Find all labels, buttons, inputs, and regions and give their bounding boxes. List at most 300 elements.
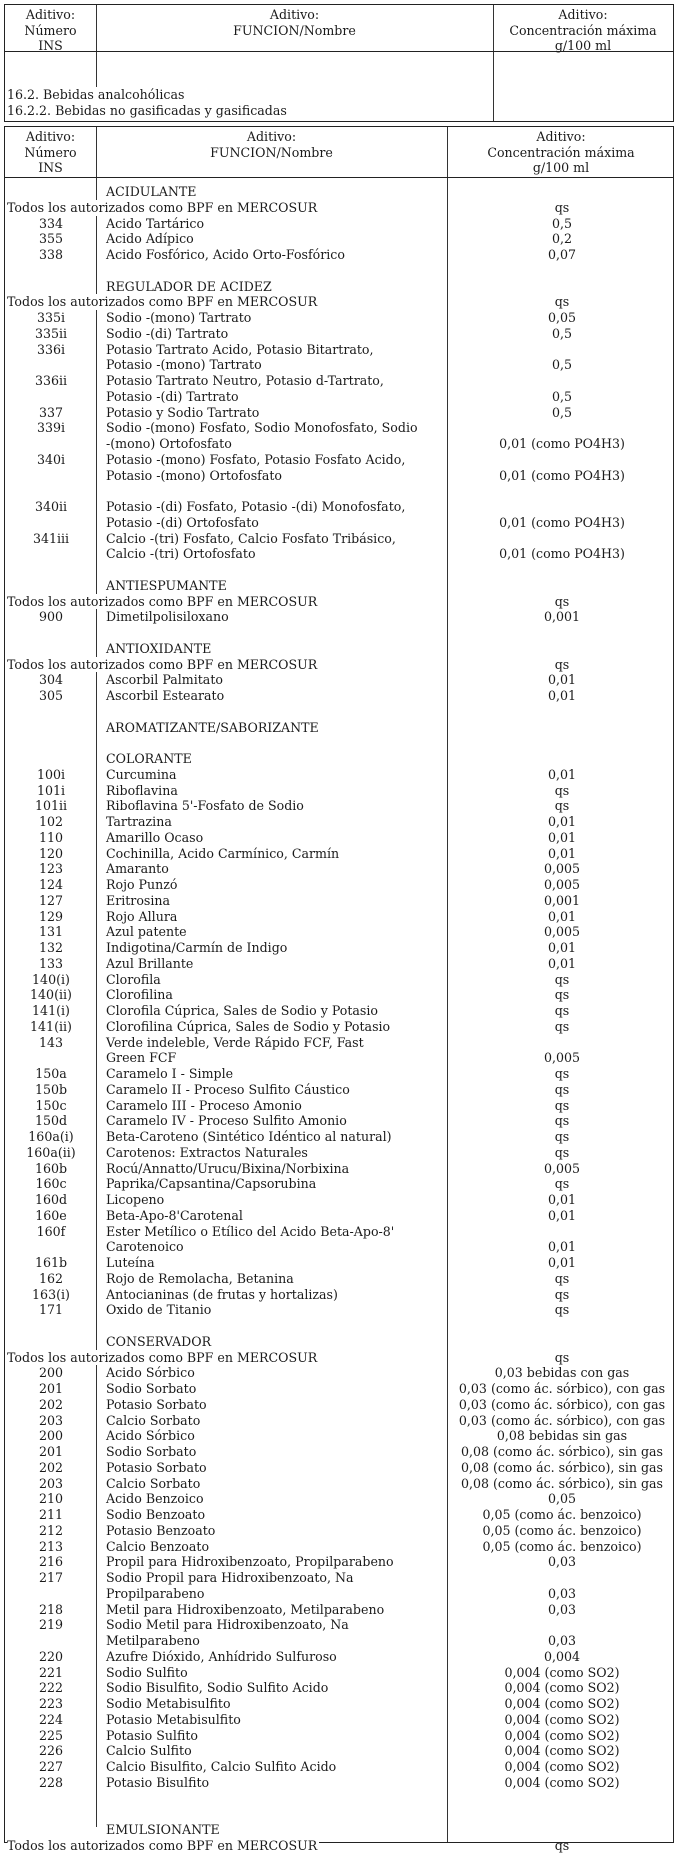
table-row	[5, 861, 673, 877]
ins-number: 201	[38, 1444, 64, 1459]
max-concentration: qs	[554, 1066, 570, 1081]
ins-number: 160a(i)	[28, 1129, 74, 1144]
table-row	[5, 814, 673, 830]
header-ins	[5, 7, 96, 54]
ins-number: 339i	[36, 420, 66, 436]
additive-name: Ascorbil Estearato	[106, 688, 225, 703]
ins-number: 200	[38, 1428, 64, 1444]
additive-name: Amaranto	[106, 861, 169, 877]
additive-name: Clorofila	[106, 971, 161, 987]
max-concentration: 0,03 bebidas con gas	[494, 1365, 630, 1381]
additive-name: Sodio Sorbato	[106, 1381, 197, 1396]
all-authorized-row	[5, 200, 673, 216]
additive-name: Ascorbil Palmitato	[106, 672, 223, 688]
max-concentration: 0,004 (como SO2)	[504, 1696, 620, 1711]
max-concentration: 0,03	[547, 1633, 577, 1648]
additive-name: Calcio -(tri) Fosfato, Calcio Fosfato Tribásico,	[106, 530, 396, 546]
additive-name: Caramelo II - Proceso Sulfito Cáustico	[106, 1081, 350, 1097]
table-row	[5, 1255, 673, 1271]
header-function	[96, 129, 447, 160]
additive-name: Calcio Sorbato	[106, 1412, 201, 1428]
table-row	[5, 1444, 673, 1460]
header-text: g/100 ml	[554, 38, 612, 53]
additive-name: Potasio -(di) Fosfato, Potasio -(di) Monofosfato,	[106, 499, 406, 514]
table-row	[5, 247, 673, 263]
table-row	[5, 1507, 673, 1523]
additive-name: Acido Fosfórico, Acido Orto-Fosfórico	[106, 247, 345, 262]
max-concentration: 0,01	[547, 1207, 577, 1223]
ins-number: 203	[38, 1475, 64, 1491]
table-row	[5, 609, 673, 625]
max-concentration: qs	[554, 782, 570, 798]
function-row	[5, 578, 673, 594]
additive-name-continued: Potasio -(di) Ortofosfato	[106, 514, 259, 530]
spacer-row	[5, 625, 673, 641]
ins-number: 335i	[36, 310, 66, 325]
max-concentration: 0,004 (como SO2)	[504, 1743, 620, 1759]
table-row	[5, 1680, 673, 1696]
spacer-row	[5, 1791, 673, 1807]
ins-number: 224	[38, 1711, 64, 1727]
all-authorized-row	[5, 657, 673, 673]
max-concentration: 0,05	[547, 1491, 577, 1507]
table-row	[5, 1602, 673, 1618]
ins-number: 150d	[34, 1113, 68, 1129]
max-concentration: 0,005	[543, 1160, 581, 1176]
table-row	[5, 1381, 673, 1397]
spacer-row	[5, 263, 673, 279]
ins-number: 219	[38, 1617, 64, 1633]
max-concentration: 0,01	[547, 940, 577, 955]
ins-number: 171	[38, 1302, 64, 1318]
max-concentration: qs	[554, 1018, 570, 1034]
spacer-row	[5, 704, 673, 720]
additive-name: Cochinilla, Acido Carmínico, Carmín	[106, 845, 340, 861]
ins-number: 101ii	[34, 798, 68, 814]
subsection-title: 16.2.2. Bebidas no gasificadas y gasificadas	[7, 103, 287, 118]
additive-name: Acido Adípico	[106, 231, 194, 247]
all-authorized-value: qs	[554, 294, 570, 310]
table-row	[5, 1460, 673, 1476]
additive-name-continued: Green FCF	[106, 1050, 177, 1066]
additive-name: Potasio Bisulfito	[106, 1774, 210, 1790]
ins-number: 120	[38, 845, 64, 861]
table-row	[5, 767, 673, 783]
max-concentration: 0,01	[547, 1239, 577, 1255]
ins-number: 218	[38, 1601, 64, 1617]
function-label: EMULSIONANTE	[106, 1822, 220, 1837]
additive-name: Rojo de Remolacha, Betanina	[106, 1270, 294, 1286]
additive-name: Licopeno	[106, 1192, 165, 1207]
table-row	[5, 846, 673, 862]
additive-name-continued: Potasio -(mono) Tartrato	[106, 357, 262, 373]
additive-name-continued: Carotenoico	[106, 1239, 184, 1255]
ins-number: 141(ii)	[30, 1018, 72, 1034]
max-concentration: 0,01 (como PO4H3)	[499, 436, 625, 451]
additive-name: Sodio Sulfito	[106, 1664, 188, 1680]
max-concentration: 0,004 (como SO2)	[504, 1774, 620, 1790]
header-concentration	[447, 129, 675, 176]
max-concentration: 0,01	[547, 814, 577, 829]
function-row	[5, 1334, 673, 1350]
max-concentration: 0,5	[551, 388, 573, 404]
header-text: Aditivo:	[25, 129, 76, 144]
table-row	[5, 452, 673, 484]
all-authorized-row	[5, 294, 673, 310]
table-row	[5, 1208, 673, 1224]
table-row	[5, 1775, 673, 1791]
ins-number: 140(i)	[32, 971, 70, 987]
additive-name: Sodio -(mono) Fosfato, Sodio Monofosfato, Sodio	[106, 420, 418, 436]
additive-name: Rojo Allura	[106, 908, 178, 924]
ins-number: 160d	[34, 1192, 68, 1207]
table-row	[5, 877, 673, 893]
ins-number: 336ii	[34, 373, 68, 388]
additive-name-continued: -(mono) Ortofosfato	[106, 436, 232, 451]
additive-name: Azul patente	[106, 924, 187, 940]
additive-name: Acido Sórbico	[106, 1428, 195, 1444]
table-row	[5, 1397, 673, 1413]
header-text: Aditivo:	[558, 7, 608, 22]
max-concentration: qs	[554, 987, 570, 1003]
all-authorized-label: Todos los autorizados como BPF en MERCOSUR	[7, 294, 318, 310]
max-concentration: 0,004	[543, 1648, 581, 1664]
all-authorized-row	[5, 1350, 673, 1366]
table-row	[5, 1728, 673, 1744]
max-concentration: 0,05 (como ác. benzoico)	[482, 1507, 642, 1522]
ins-number: 340i	[36, 451, 66, 467]
function-row	[5, 720, 673, 736]
additive-name: Eritrosina	[106, 892, 171, 908]
additive-name: Sodio Metil para Hidroxibenzoato, Na	[106, 1617, 349, 1633]
ins-number: 341iii	[32, 530, 70, 546]
ins-number: 355	[38, 231, 64, 247]
ins-number: 160b	[34, 1160, 68, 1176]
table-row	[5, 1523, 673, 1539]
header-concentration	[493, 7, 673, 54]
additive-name: Acido Tartárico	[106, 215, 205, 231]
max-concentration: qs	[554, 1113, 570, 1129]
ins-number: 223	[38, 1696, 64, 1711]
ins-number: 123	[38, 861, 64, 877]
additive-name-continued: Calcio -(tri) Ortofosfato	[106, 546, 256, 562]
function-label: AROMATIZANTE/SABORIZANTE	[106, 719, 319, 735]
additive-name: Ester Metílico o Etílico del Acido Beta-Apo-8'	[106, 1223, 395, 1239]
section-title: 16.2. Bebidas analcohólicas	[7, 87, 185, 102]
table-row	[5, 1491, 673, 1507]
ins-number: 210	[38, 1491, 64, 1507]
ins-number: 161b	[34, 1255, 68, 1270]
table-row	[5, 1539, 673, 1555]
additive-name: Potasio Sorbato	[106, 1459, 207, 1475]
additive-name: Sodio -(di) Tartrato	[106, 325, 229, 341]
table-row	[5, 499, 673, 531]
header-text: Aditivo:	[25, 7, 76, 22]
header-text: FUNCION/Nombre	[233, 22, 356, 38]
ins-number: 222	[38, 1680, 64, 1696]
max-concentration: 0,01	[547, 672, 577, 688]
ins-number: 334	[38, 215, 64, 231]
max-concentration: 0,01	[547, 766, 577, 782]
additive-name: Potasio Tartrato Neutro, Potasio d-Tartrato,	[106, 373, 384, 388]
additive-name: Azufre Dióxido, Anhídrido Sulfuroso	[106, 1648, 337, 1664]
ins-number: 127	[38, 892, 64, 908]
ins-number: 220	[38, 1648, 64, 1664]
max-concentration: qs	[554, 1286, 570, 1302]
additive-name: Acido Benzoico	[106, 1491, 204, 1507]
ins-number: 217	[38, 1570, 64, 1585]
table-row	[5, 688, 673, 704]
function-row	[5, 1822, 673, 1838]
additive-name: Amarillo Ocaso	[106, 829, 204, 845]
additive-name: Riboflavina 5'-Fosfato de Sodio	[106, 798, 304, 814]
additive-name: Metil para Hidroxibenzoato, Metilparabeno	[106, 1601, 385, 1617]
ins-number: 124	[38, 877, 64, 892]
table-row	[5, 987, 673, 1003]
additive-name: Sodio Benzoato	[106, 1507, 206, 1522]
row-divider	[5, 177, 673, 178]
max-concentration: 0,01	[547, 688, 577, 703]
max-concentration: qs	[554, 1081, 570, 1097]
max-concentration: 0,01 (como PO4H3)	[499, 546, 625, 562]
ins-number: 110	[38, 829, 64, 845]
table-row	[5, 956, 673, 972]
spacer-row	[5, 1806, 673, 1822]
max-concentration: 0,08 (como ác. sórbico), sin gas	[460, 1459, 664, 1475]
table-row	[5, 420, 673, 452]
max-concentration: 0,03	[547, 1601, 577, 1617]
table-row	[5, 1617, 673, 1649]
table-row	[5, 1665, 673, 1681]
additive-name: Rojo Punzó	[106, 877, 178, 892]
additive-name: Potasio Sulfito	[106, 1727, 198, 1743]
table-row	[5, 893, 673, 909]
max-concentration: 0,08 bebidas sin gas	[496, 1428, 628, 1444]
function-label: ACIDULANTE	[106, 184, 197, 199]
all-authorized-label: Todos los autorizados como BPF en MERCOSUR	[7, 593, 318, 609]
max-concentration: 0,004 (como SO2)	[504, 1711, 620, 1727]
max-concentration: 0,03 (como ác. sórbico), con gas	[458, 1412, 666, 1428]
max-concentration: 0,08 (como ác. sórbico), sin gas	[460, 1444, 664, 1459]
max-concentration: 0,07	[547, 247, 577, 262]
ins-number: 160e	[35, 1207, 67, 1223]
header-text: g/100 ml	[532, 160, 590, 175]
table-row	[5, 373, 673, 405]
max-concentration: 0,01	[547, 1255, 577, 1270]
header-text: Número	[24, 144, 77, 160]
max-concentration: 0,004 (como SO2)	[504, 1680, 620, 1696]
all-authorized-value: qs	[554, 593, 570, 609]
additive-name: Verde indeleble, Verde Rápido FCF, Fast	[106, 1034, 364, 1050]
max-concentration: 0,01	[547, 829, 577, 845]
all-authorized-label: Todos los autorizados como BPF en MERCOSUR	[7, 656, 318, 672]
table-row	[5, 231, 673, 247]
ins-number: 129	[38, 908, 64, 924]
max-concentration: 0,03	[547, 1554, 577, 1570]
max-concentration: 0,01 (como PO4H3)	[499, 514, 625, 530]
additive-name: Clorofilina	[106, 987, 173, 1003]
additive-name: Riboflavina	[106, 782, 178, 798]
table-row	[5, 940, 673, 956]
max-concentration: 0,05 (como ác. benzoico)	[482, 1522, 642, 1538]
additives-table	[4, 126, 674, 1853]
spacer-row	[5, 735, 673, 751]
table-row	[5, 924, 673, 940]
table-row	[5, 1003, 673, 1019]
all-authorized-label: Todos los autorizados como BPF en MERCOSUR	[7, 1837, 318, 1853]
function-row	[5, 279, 673, 295]
max-concentration: 0,5	[551, 325, 573, 341]
max-concentration: qs	[554, 1144, 570, 1160]
table-row	[5, 1066, 673, 1082]
max-concentration: 0,004 (como SO2)	[504, 1759, 620, 1774]
header-text: Número	[24, 22, 77, 38]
additive-name: Carotenos: Extractos Naturales	[106, 1144, 308, 1160]
max-concentration: 0,005	[543, 877, 581, 892]
max-concentration: 0,01	[547, 955, 577, 971]
function-label: REGULADOR DE ACIDEZ	[106, 278, 272, 294]
table-row	[5, 798, 673, 814]
ins-number: 335ii	[34, 325, 68, 341]
header-text: INS	[38, 160, 63, 175]
function-label: ANTIOXIDANTE	[106, 640, 212, 656]
table-row	[5, 531, 673, 563]
additive-name: Potasio -(mono) Fosfato, Potasio Fosfato Acido,	[106, 451, 406, 467]
additive-name: Tartrazina	[106, 814, 172, 829]
table-row	[5, 310, 673, 326]
table-row	[5, 1554, 673, 1570]
max-concentration: qs	[554, 971, 570, 987]
table-row	[5, 216, 673, 232]
ins-number: 227	[38, 1759, 64, 1774]
max-concentration: 0,001	[543, 609, 581, 625]
table-row	[5, 342, 673, 374]
table-row	[5, 1476, 673, 1492]
all-authorized-label: Todos los autorizados como BPF en MERCOSUR	[7, 1349, 318, 1365]
all-authorized-value: qs	[554, 656, 570, 672]
table-row	[5, 326, 673, 342]
table-row	[5, 1712, 673, 1728]
ins-number: 160f	[36, 1223, 66, 1239]
max-concentration: 0,01	[547, 1192, 577, 1207]
ins-number: 221	[38, 1664, 64, 1680]
ins-number: 162	[38, 1270, 64, 1286]
max-concentration: 0,004 (como SO2)	[504, 1664, 620, 1680]
max-concentration: 0,005	[543, 924, 581, 940]
table-row	[5, 1192, 673, 1208]
table-row	[5, 909, 673, 925]
max-concentration: qs	[554, 1003, 570, 1018]
additive-name: Beta-Caroteno (Sintético Idéntico al natural)	[106, 1129, 392, 1144]
additive-name: Curcumina	[106, 766, 177, 782]
ins-number: 211	[38, 1507, 64, 1522]
max-concentration: 0,005	[543, 1050, 581, 1066]
all-authorized-value: qs	[554, 199, 570, 215]
max-concentration: 0,03 (como ác. sórbico), con gas	[458, 1396, 666, 1412]
table-row	[5, 972, 673, 988]
table-row	[5, 1287, 673, 1303]
header-text: Aditivo:	[269, 7, 320, 22]
max-concentration: 0,001	[543, 892, 581, 908]
ins-number: 140(ii)	[30, 987, 72, 1003]
spacer-row	[5, 483, 673, 499]
additive-name: Caramelo IV - Proceso Sulfito Amonio	[106, 1113, 347, 1129]
function-row	[5, 641, 673, 657]
ins-number: 150c	[35, 1097, 67, 1113]
additive-name: Potasio Sorbato	[106, 1396, 207, 1412]
ins-number: 213	[38, 1538, 64, 1554]
max-concentration: 0,004 (como SO2)	[504, 1727, 620, 1743]
ins-number: 305	[38, 688, 64, 703]
max-concentration: 0,01 (como PO4H3)	[499, 467, 625, 483]
function-label: CONSERVADOR	[106, 1333, 212, 1349]
header-text: Concentración máxima	[487, 144, 635, 160]
additive-name: Calcio Bisulfito, Calcio Sulfito Acido	[106, 1759, 337, 1774]
additive-name-continued: Potasio -(di) Tartrato	[106, 388, 239, 404]
max-concentration: qs	[554, 1302, 570, 1318]
ins-number: 150a	[35, 1066, 67, 1081]
ins-number: 228	[38, 1774, 64, 1790]
additive-name-continued: Potasio -(mono) Ortofosfato	[106, 467, 282, 483]
ins-number: 160c	[35, 1176, 67, 1192]
header-text: Concentración máxima	[509, 22, 657, 38]
max-concentration: 0,5	[551, 404, 573, 420]
additive-name-continued: Propilparabeno	[106, 1585, 205, 1601]
additive-name: Caramelo III - Proceso Amonio	[106, 1097, 302, 1113]
table-row	[5, 783, 673, 799]
spacer-row	[5, 562, 673, 578]
table-row	[5, 1098, 673, 1114]
additive-name: Oxido de Titanio	[106, 1302, 212, 1318]
max-concentration: qs	[554, 1270, 570, 1286]
table-row	[5, 1019, 673, 1035]
ins-number: 212	[38, 1522, 64, 1538]
table-row	[5, 405, 673, 421]
additive-name: Clorofilina Cúprica, Sales de Sodio y Potasio	[106, 1018, 391, 1034]
all-authorized-value: qs	[554, 1349, 570, 1365]
additive-name: Azul Brillante	[106, 955, 194, 971]
ins-number: 337	[38, 404, 64, 420]
max-concentration: 0,5	[551, 215, 573, 231]
ins-number: 226	[38, 1743, 64, 1759]
max-concentration: 0,05 (como ác. benzoico)	[482, 1538, 642, 1554]
ins-number: 163(i)	[32, 1286, 70, 1302]
table-row	[5, 672, 673, 688]
spacer-row	[5, 1318, 673, 1334]
additive-name: Potasio Metabisulfito	[106, 1711, 241, 1727]
additive-name: Potasio Tartrato Acido, Potasio Bitartrato,	[106, 341, 374, 357]
ins-number: 336i	[36, 341, 66, 357]
table-row	[5, 1649, 673, 1665]
function-row	[5, 184, 673, 200]
ins-number: 225	[38, 1727, 64, 1743]
ins-number: 202	[38, 1459, 64, 1475]
all-authorized-label: Todos los autorizados como BPF en MERCOSUR	[7, 199, 318, 215]
table-row	[5, 1365, 673, 1381]
additive-name: Dimetilpolisiloxano	[106, 609, 229, 625]
additive-name: Sodio Propil para Hidroxibenzoato, Na	[106, 1570, 354, 1585]
header-ins	[5, 129, 96, 176]
table-row	[5, 1271, 673, 1287]
max-concentration: 0,005	[543, 861, 581, 877]
max-concentration: qs	[554, 1097, 570, 1113]
ins-number: 132	[38, 940, 64, 955]
table-row	[5, 1113, 673, 1129]
additive-name: Sodio Sorbato	[106, 1444, 197, 1459]
ins-number: 133	[38, 955, 64, 971]
additive-name: Caramelo I - Simple	[106, 1066, 234, 1081]
max-concentration: qs	[554, 798, 570, 814]
